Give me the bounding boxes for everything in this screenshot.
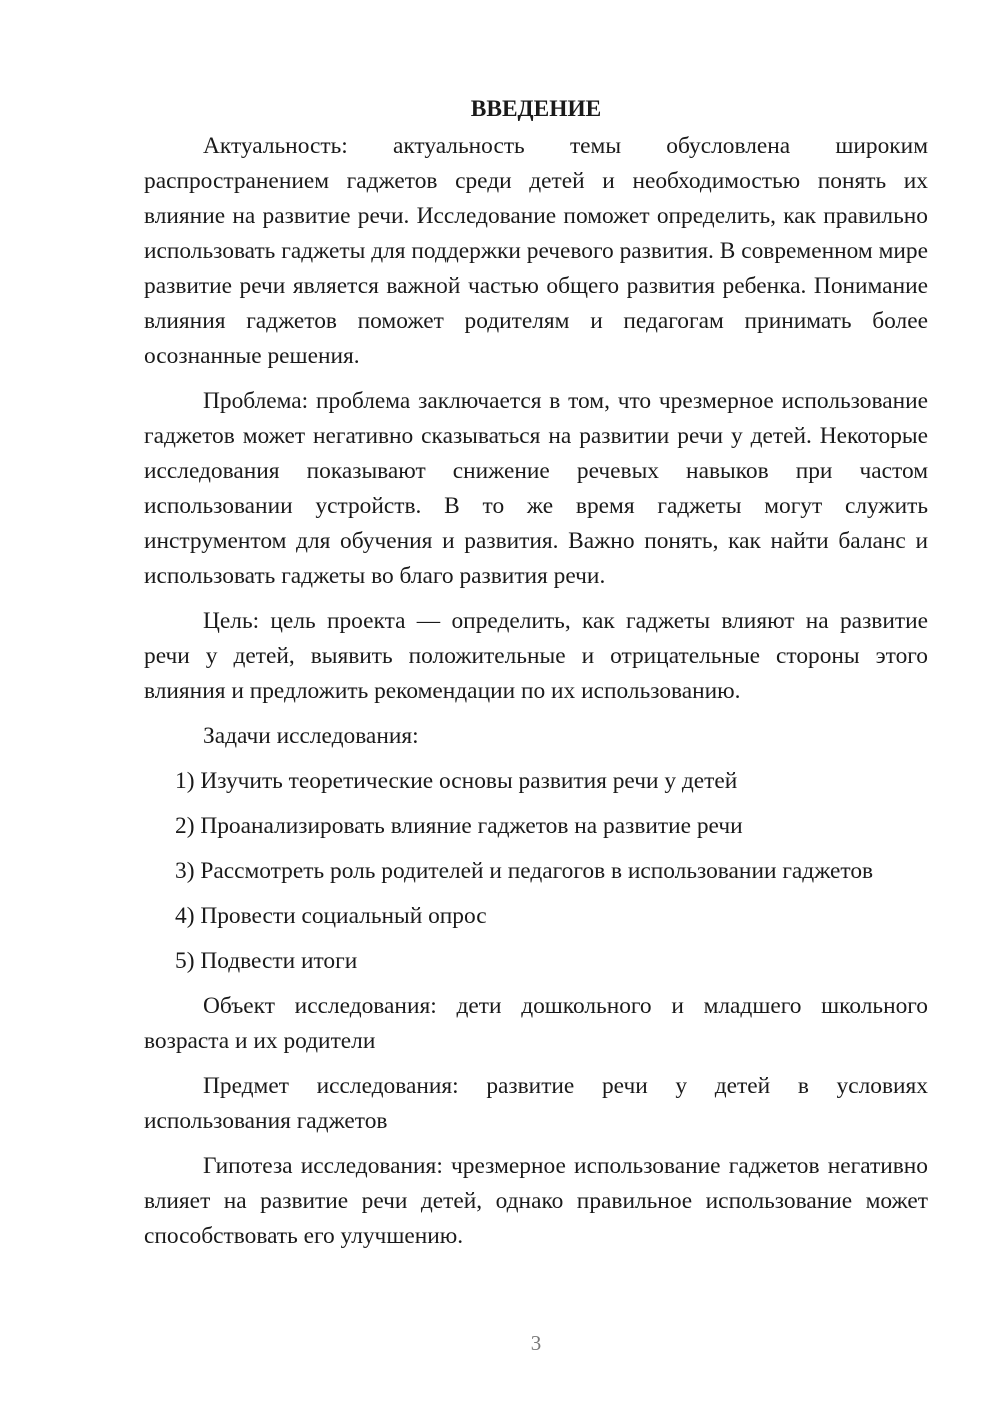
page-number: 3 bbox=[530, 1331, 542, 1355]
page-title: ВВЕДЕНИЕ bbox=[470, 96, 602, 122]
paragraph-goal: Цель: цель проекта — определить, как гаджеты влияют на развитие речи у детей, выявить положительные и отрицательные стороны этого влияния и предложить рекомендации по их использованию. bbox=[144, 608, 928, 704]
paragraph-hypothesis: Гипотеза исследования: чрезмерное использование гаджетов негативно влияет на развитие речи детей, однако правильное использование может способствовать его улучшению. bbox=[144, 1153, 928, 1249]
list-item: 2) Проанализировать влияние гаджетов на развитие речи bbox=[175, 813, 743, 839]
list-item: 5) Подвести итоги bbox=[175, 948, 358, 974]
list-item: 3) Рассмотреть роль родителей и педагогов в использовании гаджетов bbox=[175, 858, 874, 884]
tasks-list bbox=[144, 764, 928, 979]
paragraph-relevance: Актуальность: актуальность темы обусловлена широким распространением гаджетов среди детей и необходимостью понять их влияние на развитие речи. Исследование поможет определить, как правильно использовать гаджеты для поддержки речевого развития. В современном мире развитие речи является важной частью общего развития ребенка. Понимание влияния гаджетов поможет родителям и педагогам принимать более осознанные решения. bbox=[144, 133, 928, 369]
paragraph-problem: Проблема: проблема заключается в том, что чрезмерное использование гаджетов может негативно сказываться на развитии речи у детей. Некоторые исследования показывают снижение речевых навыков при частом использовании устройств. В то же время гаджеты могут служить инструментом для обучения и развития. Важно понять, как найти баланс и использовать гаджеты во благо развития речи. bbox=[144, 388, 928, 589]
list-item: 1) Изучить теоретические основы развития речи у детей bbox=[175, 768, 738, 794]
list-item: 4) Провести социальный опрос bbox=[175, 903, 487, 929]
page-content bbox=[144, 92, 928, 1264]
paragraph-object: Объект исследования: дети дошкольного и младшего школьного возраста и их родители bbox=[144, 993, 928, 1054]
tasks-heading: Задачи исследования: bbox=[203, 723, 419, 749]
paragraph-subject: Предмет исследования: развитие речи у детей в условиях использования гаджетов bbox=[144, 1073, 928, 1134]
